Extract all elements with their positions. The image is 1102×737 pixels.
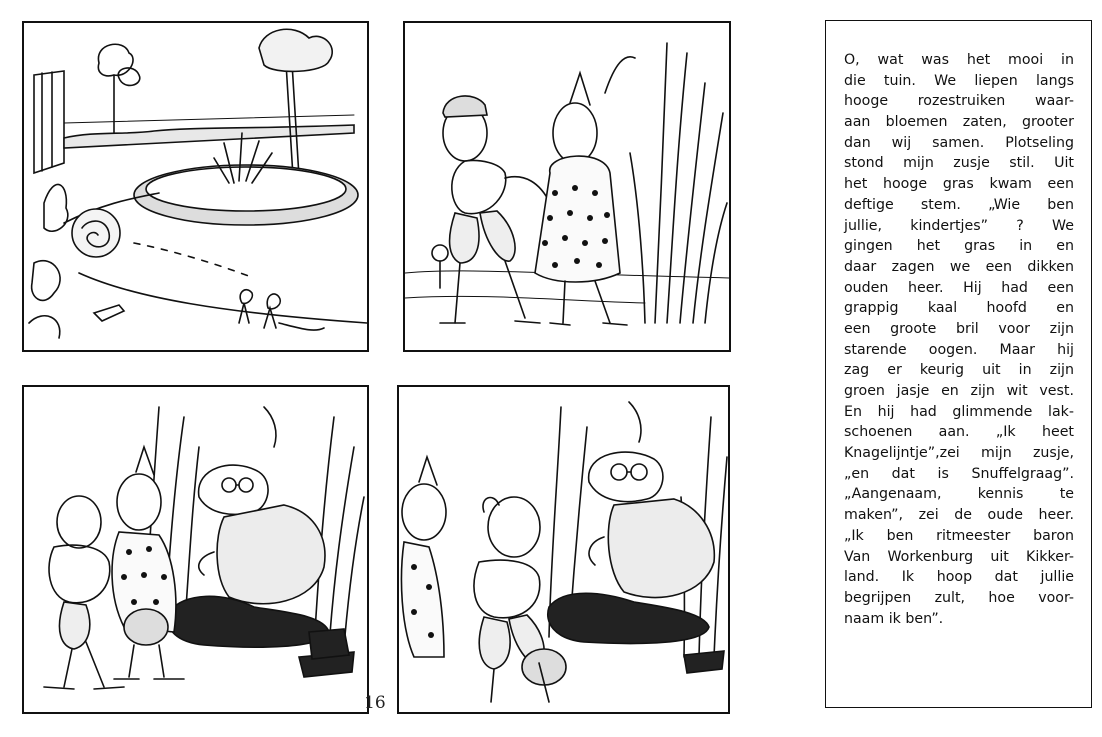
story-line: schoenen aan. „Ik heet: [844, 424, 1074, 441]
story-line: groen jasje en zijn wit vest.: [844, 383, 1074, 399]
story-line: En hij had glimmende lak-: [844, 403, 1074, 420]
story-line: hooge rozestruiken waar-: [844, 93, 1074, 110]
story-line: gingen het gras in en: [844, 238, 1074, 255]
story-line: Van Workenburg uit Kikker-: [844, 548, 1074, 565]
story-line: „Aangenaam, kennis te: [844, 486, 1074, 503]
story-line: dan wij samen. Plotseling: [844, 134, 1074, 151]
story-line: stond mijn zusje stil. Uit: [844, 155, 1074, 172]
story-line: jullie, kindertjes” ? We: [844, 217, 1074, 234]
mice-grass-illustration: [405, 23, 729, 350]
story-line: starende oogen. Maar hij: [844, 341, 1074, 358]
story-line: Knagelijntje”,zei mijn zusje,: [844, 445, 1074, 462]
panel-frog-meets-mice: [22, 385, 369, 714]
story-line: grappig kaal hoofd en: [844, 300, 1074, 317]
story-line: aan bloemen zaten, grooter: [844, 114, 1074, 131]
panel-mice-in-grass: [403, 21, 731, 352]
frog-mice-illustration: [24, 387, 367, 712]
story-line: deftige stem. „Wie ben: [844, 196, 1074, 213]
story-line: het hooge gras kwam een: [844, 176, 1074, 193]
story-line: begrijpen zult, hoe voor-: [844, 589, 1074, 606]
story-line: „en dat is Snuffelgraag”.: [844, 465, 1074, 482]
story-line: „Ik ben ritmeester baron: [844, 527, 1074, 544]
garden-illustration: [24, 23, 367, 350]
story-line: zag er keurig uit in zijn: [844, 362, 1074, 379]
story-line: ouden heer. Hij had een: [844, 279, 1074, 296]
story-text: [844, 50, 1074, 629]
story-line: land. Ik hoop dat jullie: [844, 569, 1074, 586]
story-line: daar zagen we een dikken: [844, 258, 1074, 275]
panel-garden-path: [22, 21, 369, 352]
story-text-box: [825, 20, 1092, 708]
page-number: 16: [364, 693, 386, 713]
story-line: maken”, zei de oude heer.: [844, 507, 1074, 524]
frog-introduction-illustration: [399, 387, 728, 712]
story-line: O, wat was het mooi in: [844, 52, 1074, 68]
panel-frog-introduces: [397, 385, 730, 714]
story-line: een groote bril voor zijn: [844, 320, 1074, 337]
story-line: naam ik ben”.: [844, 610, 944, 627]
story-line: die tuin. We liepen langs: [844, 72, 1074, 89]
